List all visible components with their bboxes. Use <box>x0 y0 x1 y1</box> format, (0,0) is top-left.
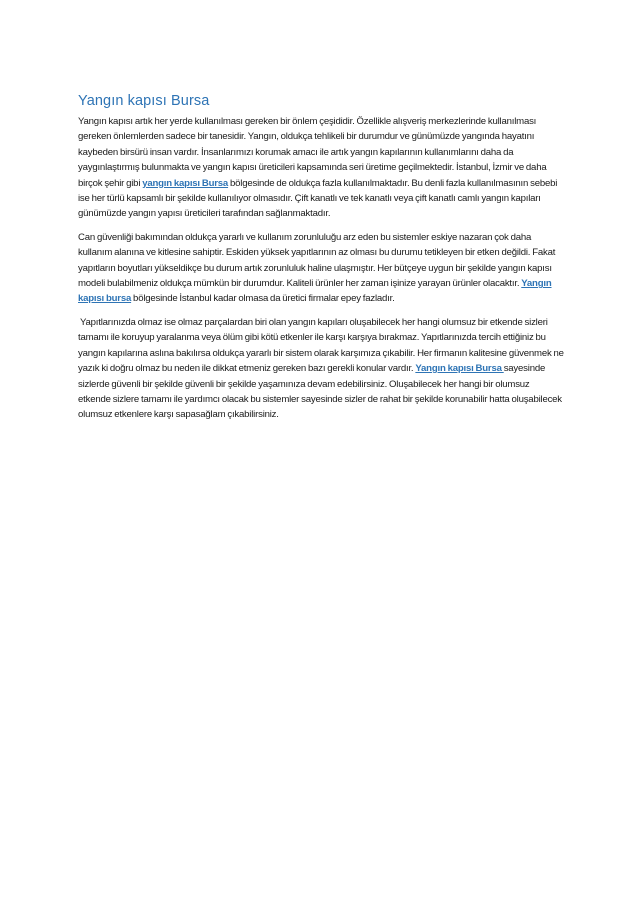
paragraph-3-text-start: Yapıtlarınızda olmaz ise olmaz parçalardan biri olan yangın kapıları oluşabilecek her hangi olumsuz bir etkende sizleri tamamı ile koruyup yaralanma veya ölüm gibi kötü etkenler ile karşı karşıya bırakmaz. Yapıtlarınızda tercih ettiğiniz bu yangın kapılarına aslına bakılırsa oldukça yararlı bir sistem olarak karşımıza çıkabilir. Her firmanın kalitesine güvenmek ne yazık ki doğru olmaz bu neden ile dikkat etmeniz gereken bazı gerekli konular vardır. <box>78 316 564 375</box>
keyword-link-3[interactable]: Yangın kapısı Bursa <box>415 363 504 375</box>
paragraph-2-text-start: Can güvenliği bakımından oldukça yararlı ve kullanım zorunluluğu arz eden bu sistemler eskiye nazaran çok daha kullanım alanına ve kitlesine sahiptir. Eskiden yüksek yapıtlarının az olması bu durumu tetikleyen bir etken değildi. Fakat yapıtların boyutları yükseldikçe bu durum artık zorunluluk haline ulaşmıştır. Her bütçeye uygun bir şekilde yangın kapısı modeli bulabilmeniz oldukça mümkün bir durumdur. Kaliteli ürünler her zaman işinize yarayan ürünler olacaktır. <box>78 231 556 290</box>
document-body <box>78 92 564 431</box>
paragraph-2 <box>78 230 564 307</box>
paragraph-3-text-end: sayesinde sizlerde güvenli bir şekilde güvenli bir şekilde yaşamınıza devam edebilirsiniz. Oluşabilecek her hangi bir olumsuz etkende sizlere tamamı ile yardımcı olacak bu sistemler sayesinde sizler de rahat bir şekilde korunabilir hatta oluşabilecek olumsuz etkenlere karşı sapasağlam çıkabilirsiniz. <box>78 363 562 421</box>
document-title: Yangın kapısı Bursa <box>78 93 210 109</box>
paragraph-3 <box>78 315 564 423</box>
keyword-link-1[interactable]: yangın kapısı Bursa <box>142 177 229 189</box>
paragraph-1-text-end: bölgesinde de oldukça fazla kullanılmaktadır. Bu denli fazla kullanılmasının sebebi ise her türlü kapsamlı bir şekilde kullanılıyor olmasıdır. Çift kanatlı ve tek kanatlı veya çift kanatlı camlı yangın kapıları günümüzde yangın yapısı üreticileri tarafından sağlanmaktadır. <box>78 177 558 220</box>
paragraph-2-text-end: bölgesinde İstanbul kadar olmasa da üretici firmalar epey fazladır. <box>131 293 395 305</box>
paragraph-1-text-start: Yangın kapısı artık her yerde kullanılması gereken bir önlem çeşididir. Özellikle alışveriş merkezlerinde kullanılması gereken önlemlerden sadece bir tanesidir. Yangın, oldukça tehlikeli bir durumdur ve günümüzde yangında hayatını kaybeden birsürü insan vardır. İnsanlarımızı korumak amacı ile artık yangın kapılarının kullanımlarını daha da yaygınlaştırmış bulunmakta ve yangın kapısı üreticileri kapsamında seri üretime geçilmektedir. İstanbul, İzmir ve daha birçok şehir gibi <box>78 116 547 189</box>
paragraph-1 <box>78 114 564 222</box>
keyword-link-2[interactable]: Yangın kapısı bursa <box>78 278 552 305</box>
